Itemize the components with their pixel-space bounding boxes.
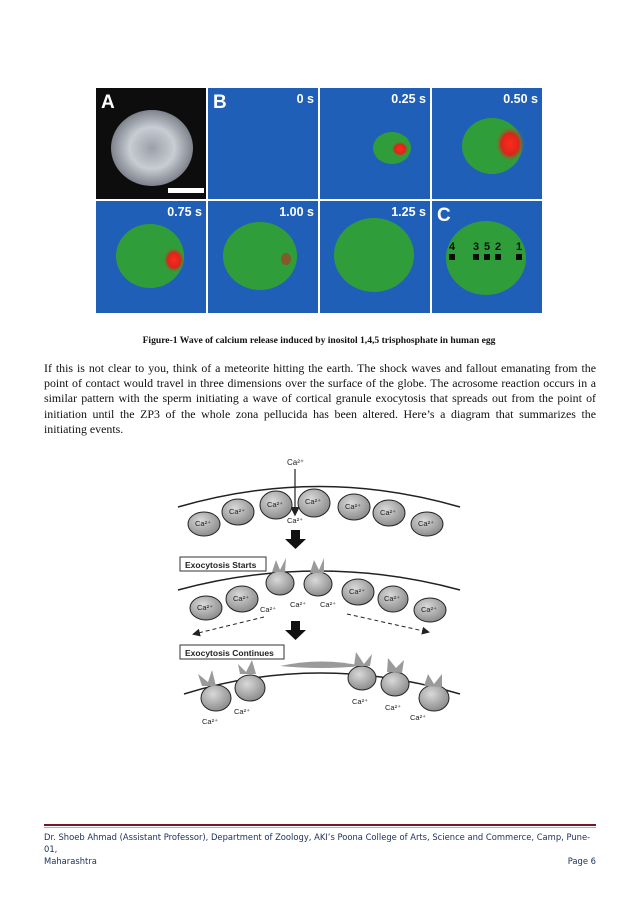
panel-letter: A xyxy=(101,92,115,113)
ca-label: Ca²⁺ xyxy=(352,697,369,706)
ca-label: Ca²⁺ xyxy=(349,587,366,596)
ca-label: Ca²⁺ xyxy=(290,600,307,609)
body-paragraph: If this is not clear to you, think of a meteorite hitting the earth. The shock waves and fallout emanating from the point of contact would travel in three dimensions over the surface of the globe. The acrosome reaction occurs in a similar pattern with the sperm initiating a wave of cortical granule exocytosis that spreads out from the point of initiation until the ZP3 of the whole zona pellucida has been altered. Here’s a diagram that summarizes the initiating events. xyxy=(44,361,596,436)
ca-label: Ca²⁺ xyxy=(287,516,304,525)
down-arrow-1 xyxy=(285,530,306,549)
egg-075-hot xyxy=(163,247,185,273)
figure-panels-svg xyxy=(96,88,542,313)
spread-arrow-right xyxy=(347,614,428,632)
ca-label: Ca²⁺ xyxy=(380,508,397,517)
ca-label: Ca²⁺ xyxy=(229,507,246,516)
ca-label: Ca²⁺ xyxy=(320,600,337,609)
panel-time: 0.75 s xyxy=(167,205,202,219)
footer-rule xyxy=(44,824,596,826)
ca-label: Ca²⁺ xyxy=(384,594,401,603)
panel-letter: B xyxy=(213,92,227,113)
ca-label: Ca²⁺ xyxy=(305,497,322,506)
ca-label: Ca²⁺ xyxy=(233,594,250,603)
figure-caption: Figure-1 Wave of calcium release induced by inositol 1,4,5 trisphosphate in human egg xyxy=(142,335,496,346)
page-footer xyxy=(44,831,596,867)
panel-time: 0.50 s xyxy=(503,92,538,106)
egg-100-hot xyxy=(281,253,291,265)
grey-egg xyxy=(111,110,193,186)
down-arrow-2 xyxy=(285,621,306,640)
marker-label: 5 xyxy=(484,241,491,253)
ca-label: Ca²⁺ xyxy=(197,603,214,612)
egg-125-green xyxy=(334,218,414,292)
exocytosis-diagram xyxy=(172,452,466,730)
ca-label: Ca²⁺ xyxy=(195,519,212,528)
footer-author-line: Dr. Shoeb Ahmad (Assistant Professor), Department of Zoology, AKI’s Poona College of Arts, Science and Commerce, Camp, Pune-01, xyxy=(44,832,591,854)
scale-bar xyxy=(168,188,204,193)
marker-label: 1 xyxy=(516,241,523,253)
egg-050-hot xyxy=(495,126,525,162)
page-number: Page 6 xyxy=(567,856,596,866)
egg-025-hot xyxy=(391,141,409,157)
ca-label: Ca²⁺ xyxy=(421,605,438,614)
marker-label: 2 xyxy=(495,241,502,253)
calcium-wave-figure xyxy=(96,88,542,313)
panel-time: 1.25 s xyxy=(391,205,426,219)
ca-label: Ca²⁺ xyxy=(202,717,219,726)
ca-label: Ca²⁺ xyxy=(267,500,284,509)
ca-label: Ca²⁺ xyxy=(418,519,435,528)
footer-location: Maharashtra xyxy=(44,856,97,866)
ca-label: Ca²⁺ xyxy=(287,458,305,467)
panel-time: 1.00 s xyxy=(279,205,314,219)
marker-label: 4 xyxy=(449,241,456,253)
footer-row-2 xyxy=(44,855,596,867)
exocytosis-diagram-svg xyxy=(172,452,466,730)
marker-label: 3 xyxy=(473,241,480,253)
fused-membrane xyxy=(280,662,362,669)
ca-label: Ca²⁺ xyxy=(385,703,402,712)
ca-label: Ca²⁺ xyxy=(260,605,277,614)
ca-label: Ca²⁺ xyxy=(410,713,427,722)
panel-time: 0.25 s xyxy=(391,92,426,106)
ca-label: Ca²⁺ xyxy=(234,707,251,716)
panel-time: 0 s xyxy=(296,92,314,106)
label-exocytosis-continues: Exocytosis Continues xyxy=(185,648,274,658)
ca-label: Ca²⁺ xyxy=(345,502,362,511)
label-exocytosis-starts: Exocytosis Starts xyxy=(185,560,257,570)
footer-rule-thin xyxy=(44,827,596,828)
panel-letter: C xyxy=(437,205,451,226)
